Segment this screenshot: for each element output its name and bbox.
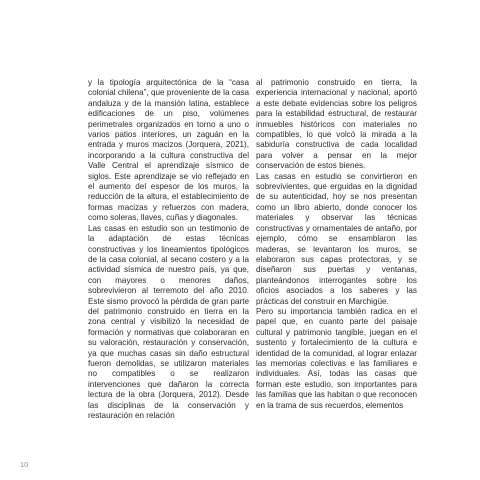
paragraph: y la tipología arquitectónica de la “casa colonial chilena”, que proveniente de la casa andaluza y de la mansión latina, establece edificaciones de un piso, volúmenes perimetrales organizados en torno a uno o varios patios interiores, un zaguán en la entrada y muros macizos (Jorquera, 2021), incorporando a la cultura constructiva del Valle Central el aprendizaje sísmico de siglos. Este aprendizaje se vio reflejado en el aumento del espesor de los muros, la reducción de la altura, el establecimiento de formas macizas y refuerzos con madera, como soleras, llaves, cuñas y diagonales. <box>88 78 249 223</box>
text-column-left <box>88 78 249 421</box>
paragraph: Las casas en estudio son un testimonio de la adaptación de estas técnicas constructivas y los lineamientos tipológicos de la casa colonial, al secano costero y a la actividad sísmica de nuestro país, ya que, con mayores o menores daños, sobrevivieron al terremoto del año 2010. Este sismo provocó la pérdida de gran parte del patrimonio construido en tierra en la zona central y visibilizó la necesidad de formación y normativas que colaboraran en su valoración, restauración y conservación, ya que muchas casas sin daño estructural fueron demolidas, se utilizaron materiales no compatibles o se realizaron intervenciones que dañaron la correcta lectura de la obra (Jorquera, 2012). Desde las disciplinas de la conservación y restauración en relación <box>88 223 249 420</box>
text-column-right <box>256 78 417 411</box>
page-number: 10 <box>20 460 29 469</box>
paragraph: al patrimonio construido en tierra, la experiencia internacional y nacional, aportó a este debate evidencias sobre los peligros para la estabilidad estructural, de restaurar inmuebles históricos con materiales no compatibles, lo que volcó la mirada a la sabiduría constructiva de cada localidad para volver a pensar en la mejor conservación de estos bienes. <box>256 78 417 171</box>
paragraph: Pero su importancia también radica en el papel que, en cuanto parte del paisaje cultural y patrimonio tangible, juegan en el sustento y fortalecimiento de la cultura e identidad de la comunidad, al lograr enlazar las memorias colectivas e las familiares e individuales. Así, todas las casas que forman este estudio, son importantes para las familias que las habitan o que reconocen en la trama de sus recuerdos, elementos <box>256 306 417 410</box>
paragraph: Las casas en estudio se convirtieron en sobrevivientes, que erguidas en la dignidad de su autenticidad, hoy se nos presentan como un libro abierto, donde conocer los materiales y observar las técnicas constructivas y ornamentales de antaño, por ejemplo, cómo se ensamblaron las maderas, se levantaron los muros, se elaboraron sus capas protectoras, y se diseñaron sus puertas y ventanas, planteándonos interrogantes sobre los oficios asociados a los saberes y las prácticas del construir en Marchigüe. <box>256 171 417 306</box>
